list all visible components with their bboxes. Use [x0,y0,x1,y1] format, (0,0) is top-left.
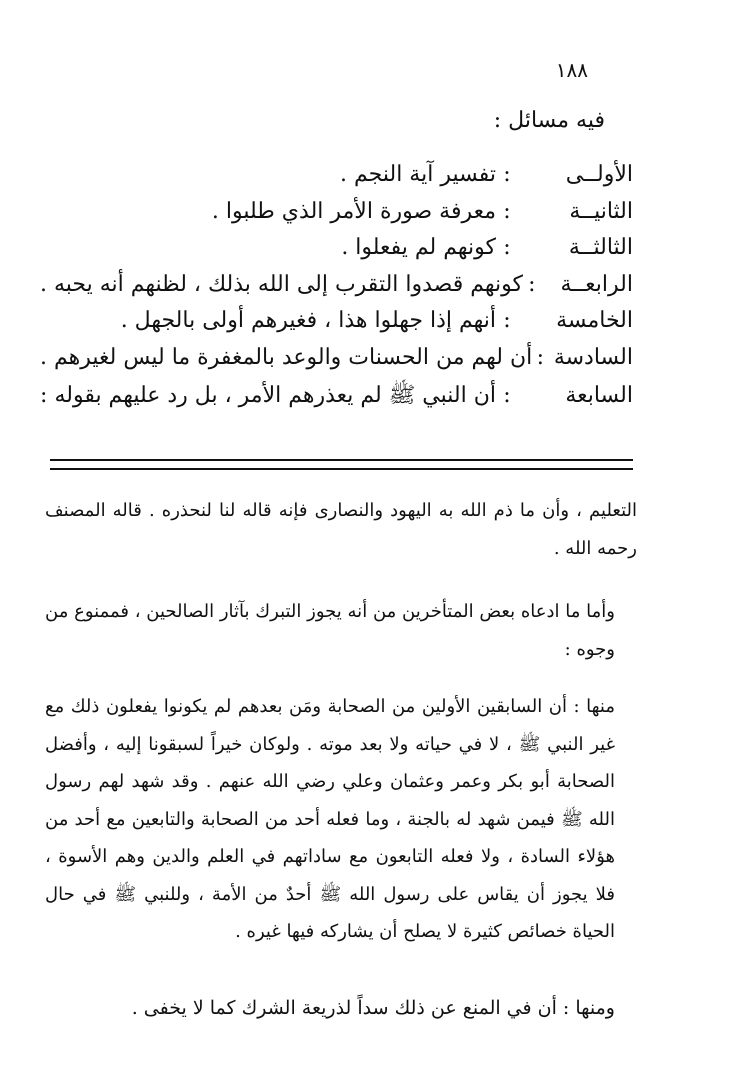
issue-label: الأولــى [565,162,633,187]
issue-row [40,381,633,418]
issue-text: معرفة صورة الأمر الذي طلبوا . [211,198,496,224]
issue-row [40,272,633,309]
issue-colon: : [528,271,536,297]
issue-text: كونهم قصدوا التقرب إلى الله بذلك ، لظنهم أنه يحبه . [40,271,524,297]
footnote-separator [50,459,633,470]
section-heading: فيه مسائل : [493,108,605,133]
issue-colon: : [503,235,511,260]
issue-row [40,235,633,272]
page-number: ١٨٨ [555,58,588,82]
issue-text: تفسير آية النجم . [340,162,496,187]
paragraph-text: وأما ما ادعاه بعض المتأخرين من أنه يجوز التبرك بآثار الصالحين ، فممنوع من وجوه : [45,601,615,660]
issue-row [40,345,633,382]
footnote-paragraph [45,688,637,951]
issue-label: السادسة [553,344,633,370]
footnote-paragraph [45,990,637,1028]
issue-row [40,199,633,236]
issue-label: الرابعــة [560,271,633,297]
issues-list [40,162,633,418]
paragraph-text: ومنها : أن في المنع عن ذلك سداً لذريعة الشرك كما لا يخفى . [131,997,615,1019]
issue-row [40,162,633,199]
issue-text: أن النبي ﷺ لم يعذرهم الأمر ، بل رد عليهم بقوله : [40,383,496,408]
issue-label: السابعة [565,383,633,408]
issue-row [40,308,633,345]
issue-text: أن لهم من الحسنات والوعد بالمغفرة ما ليس لغيرهم . [40,344,533,370]
paragraph-text: منها : أن السابقين الأولين من الصحابة ومَن بعدهم لم يكونوا يفعلون ذلك مع غير النبي ﷺ ، لا في حياته ولا بعد موته . ولوكان خيراً لسبقونا إليه ، وأفضل الصحابة أبو بكر وعمر وعثمان وعلي رضي الله عنهم . وقد شهد لهم رسول الله ﷺ فيمن شهد له بالجنة ، وما فعله أحد من الصحابة والتابعين مع أحد من هؤلاء السادة ، ولا فعله التابعون مع ساداتهم في العلم والدين وهم الأسوة ، فلا يجوز أن يقاس على رسول الله ﷺ أحدٌ من الأمة ، وللنبي ﷺ في حال الحياة خصائص كثيرة لا يصلح أن يشاركه فيها غيره . [45,696,615,942]
paragraph-text: التعليم ، وأن ما ذم الله به اليهود والنصارى فإنه قاله لنا لنحذره . قاله المصنف رحمه الله . [45,500,637,559]
issue-label: الخامسة [556,308,633,333]
issue-text: كونهم لم يفعلوا . [341,235,496,260]
issue-colon: : [503,308,511,333]
footnote-paragraph [45,492,637,567]
issue-label: الثالثــة [568,235,633,260]
issue-colon: : [503,198,511,224]
issue-colon: : [536,344,545,370]
issue-colon: : [503,383,511,408]
footnote-paragraph [45,593,637,668]
issue-colon: : [503,162,511,187]
issue-text: أنهم إذا جهلوا هذا ، فغيرهم أولى بالجهل . [120,308,496,333]
issue-label: الثانيــة [569,198,633,224]
